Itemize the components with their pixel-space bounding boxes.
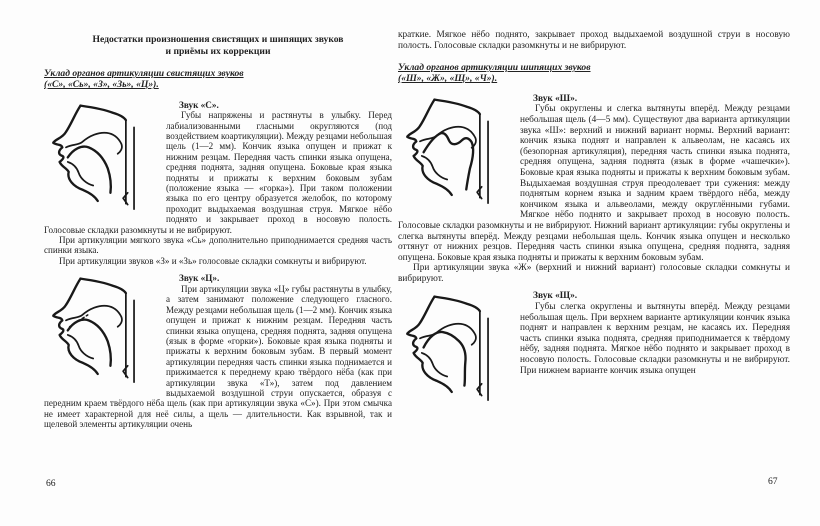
- section-heading-hissing-line2: («Ш», «Ж», «Щ», «Ч»).: [398, 73, 498, 85]
- paragraph-sound-s: Губы напряжены и растянуты в улыбку. Перед лабиализованными гласными округляются (под воздействием коартикуляции). Между резцами небольшая щель (1—2 мм). Кончик языка опущен и прижат к нижним резцам. Передняя часть спинки языка опущена, средняя поднята, задняя опущена. Боковые края языка подняты и прижаты к верхним боковым зубам (положение языка — «горка»). При таком положении языка по его центру образуется желобок, по которому проходит выдыхаемая воздушная струя. Мягкое нёбо поднято и закрывает проход в носовую полость. Голосовые складки разомкнуты и не вибрируют.: [44, 110, 392, 235]
- head-profile-drawing-s: [44, 102, 156, 220]
- section-heading-whistling-line1: Уклад органов артикуляции свистящих звуков: [44, 68, 244, 79]
- section-heading-whistling: [44, 68, 392, 91]
- sound-section-sh: [398, 94, 790, 264]
- sound-title-s: Звук «С».: [179, 99, 219, 110]
- paragraph-sound-sh: Губы округлены и слегка вытянуты вперёд. Между резцами небольшая щель (4—5 мм). Существуют два варианта артикуляции звука «Ш»: верхний и нижний вариант нормы. Верхний вариант: кончик языка поднят и направлен к альвеолам, не касаясь их (безопорная артикуляция), передняя часть спинки языка поднята, средняя опущена, задняя поднята (язык в форме «чашечки»). Боковые края языка подняты и прижаты к верхним боковым зубам. Выдыхаемая воздушная струя преодолевает три сужения: между поднятым корнем языка и задним краем твёрдого нёба, между кончиком языка и альвеолами, между округлёнными губами. Мягкое нёбо поднято и закрывает проход в носовую полость. Голосовые складки разомкнуты и не вибрируют. Нижний вариант артикуляции: губы округлены и слегка вытянуты вперёд. Между резцами небольшая щель. Кончик языка опущен и несколько оттянут от нижних резцов. Передняя часть спинки языка опущена, средняя поднята, задняя опущена. Боковые края языка подняты и прижаты к верхним боковым зубам.: [398, 104, 790, 263]
- sound-section-s: [44, 100, 392, 235]
- chapter-header-line1: Недостатки произношения свистящих и шипящих звуков: [92, 34, 344, 45]
- chapter-header-line2: и приёмы их коррекции: [165, 45, 271, 57]
- sound-section-shch: [398, 291, 790, 376]
- paragraph-sound-shch: Губы слегка округлены и вытянуты вперёд. Между резцами небольшая щель. При верхнем варианте артикуляции кончик языка поднят и направлен к верхним резцам, не касаясь их. Передняя часть спинки языка поднята, средняя приподнимается к твёрдому нёбу, задняя поднята. Мягкое нёбо поднято и закрывает проход в носовую полость. Голосовые складки разомкнуты и не вибрируют. При нижнем варианте кончик языка опущен: [520, 302, 790, 376]
- paragraph-sound-c: При артикуляции звука «Ц» губы растянуты в улыбку, а затем занимают положение следующего гласного. Между резцами небольшая щель (1—2 мм). Кончик языка опущен и прижат к нижним резцам. Передняя часть спинки языка опущена, средняя поднята, задняя опущена (язык в форме «горки»). Боковые края языка подняты и прижаты к верхним боковым зубам. В первый момент артикуляции передняя часть спинки языка поднимается и прижимается к переднему краю твёрдого нёба (как при артикуляции звука «Т»), затем под давлением выдыхаемой воздушной струи опускается, образуя с передним краем твёрдого нёба щель (как при артикуляции звука «С»). При этом смычка не имеет характерной для неё силы, а щель — длительности. Как взрывной, так и щелевой элементы артикуляции очень: [44, 283, 392, 430]
- head-profile-drawing-c: [44, 275, 156, 393]
- chapter-header: [80, 34, 356, 57]
- head-profile-drawing-sh: [398, 96, 510, 214]
- sound-title-shch: Звук «Щ».: [533, 291, 578, 302]
- sound-section-c: [44, 273, 392, 429]
- page-number-left: 66: [46, 478, 56, 489]
- paragraph-soft-s: При артикуляции мягкого звука «Сь» дополнительно приподнимается средняя часть спинки языка.: [44, 235, 392, 256]
- sound-title-sh: Звук «Ш».: [533, 93, 578, 104]
- paragraph-continuation: краткие. Мягкое нёбо поднято, закрывает проход выдыхаемой воздушной струи в носовую полость. Голосовые складки разомкнуты и не вибрируют.: [398, 30, 790, 51]
- paragraph-zh: При артикуляции звука «Ж» (верхний и нижний вариант) голосовые складки сомкнуты и вибрируют.: [398, 263, 790, 284]
- articulation-diagram-sh: [398, 96, 510, 214]
- head-profile-drawing-shch: [398, 293, 510, 411]
- sound-title-c: Звук «Ц».: [179, 273, 220, 284]
- section-heading-hissing-line1: Уклад органов артикуляции шипящих звуков: [398, 62, 591, 74]
- page-left: [44, 34, 392, 430]
- articulation-diagram-shch: [398, 293, 510, 411]
- paragraph-z: При артикуляции звуков «З» и «Зь» голосовые складки сомкнуты и вибрируют.: [59, 255, 367, 266]
- articulation-diagram-s: [44, 102, 156, 220]
- page-number-right: 67: [768, 476, 778, 487]
- page-right: [398, 30, 790, 412]
- articulation-diagram-c: [44, 275, 156, 393]
- section-heading-hissing: [398, 62, 790, 85]
- section-heading-whistling-line2: («С», «Сь», «З», «Зь», «Ц»).: [44, 79, 159, 91]
